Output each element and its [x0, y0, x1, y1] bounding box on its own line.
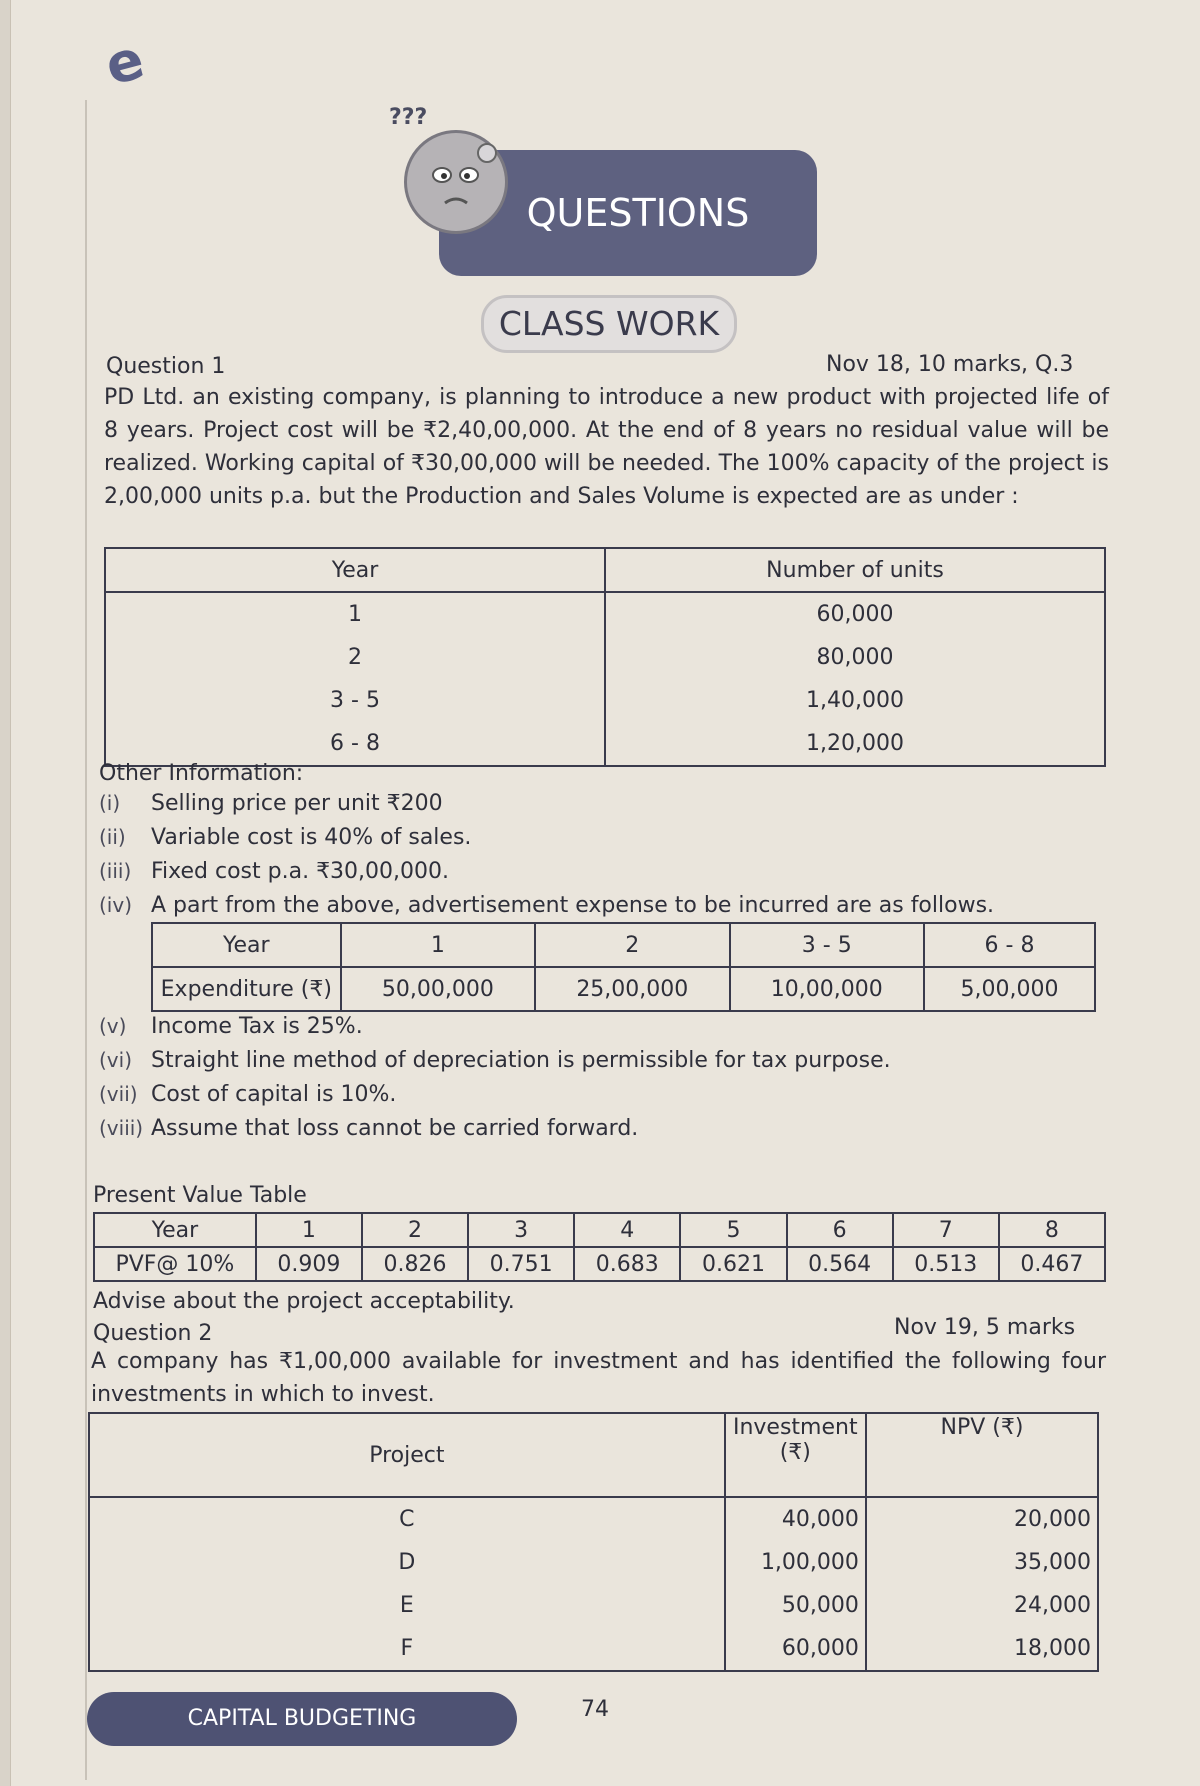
question-2-text: A company has ₹1,00,000 available for investment and has identified the following four investments in which to invest.: [91, 1349, 1106, 1407]
pv-table-title: Present Value Table: [93, 1183, 307, 1208]
question-1-label: Question 1: [106, 354, 226, 379]
header-units: Number of units: [605, 548, 1105, 592]
publisher-logo: e: [98, 27, 151, 98]
list-item: (ii) Variable cost is 40% of sales.: [99, 825, 472, 850]
list-item: (iv) A part from the above, advertisement expense to be incurred are as follows.: [99, 893, 995, 918]
question-1-ref: Nov 18, 10 marks, Q.3: [826, 352, 1074, 377]
questions-banner: QUESTIONS: [439, 150, 817, 276]
table-row: PVF@ 10% 0.909 0.826 0.751 0.683 0.621 0.564 0.513 0.467: [94, 1247, 1105, 1281]
table-row: E 50,000 24,000: [89, 1584, 1098, 1627]
list-item: (v) Income Tax is 25%.: [99, 1014, 363, 1039]
book-page: [10, 0, 1200, 1786]
margin-line: [85, 100, 87, 1780]
page-number: 74: [581, 1697, 609, 1722]
chapter-footer: CAPITAL BUDGETING: [87, 1692, 517, 1746]
advertisement-table: Year 1 2 3 - 5 6 - 8 Expenditure (₹) 50,00,000 25,00,000 10,00,000 5,00,000: [151, 922, 1096, 1012]
question-2-ref: Nov 19, 5 marks: [894, 1315, 1076, 1340]
question-1-text: PD Ltd. an existing company, is planning to introduce a new product with projected life of 8 years. Project cost will be ₹2,40,00,000. At the end of 8 years no residual value will be realized. Working capital of ₹30,00,000 will be needed. The 100% capacity of the project is 2,00,000 units p.a. but the Production and Sales Volume is expected are as under :: [104, 385, 1109, 509]
table-row: 1 60,000: [105, 592, 1105, 636]
table-row: D 1,00,000 35,000: [89, 1541, 1098, 1584]
investment-table: Project Investment (₹) NPV (₹) C 40,000 20,000 D 1,00,000 35,000 E 50,000 24,000 F 60,000 18,000: [88, 1412, 1099, 1672]
list-item: (iii) Fixed cost p.a. ₹30,00,000.: [99, 859, 450, 884]
table-row: 3 - 5 1,40,000: [105, 679, 1105, 722]
question-marks: ???: [389, 105, 428, 130]
list-item: (i) Selling price per unit ₹200: [99, 791, 443, 816]
thinking-face-icon: [404, 130, 508, 234]
units-table: [104, 547, 1106, 767]
header-year: Year: [105, 548, 605, 592]
table-row: C 40,000 20,000: [89, 1497, 1098, 1541]
present-value-table: Year 1 2 3 4 5 6 7 8 PVF@ 10% 0.909 0.826 0.751 0.683 0.621 0.564 0.513 0.467: [93, 1212, 1106, 1282]
table-row: Expenditure (₹) 50,00,000 25,00,000 10,00,000 5,00,000: [152, 967, 1095, 1011]
list-item: (vii) Cost of capital is 10%.: [99, 1082, 397, 1107]
advise-text: Advise about the project acceptability.: [93, 1289, 515, 1314]
question-2-label: Question 2: [93, 1321, 213, 1346]
other-info-heading: Other Information:: [99, 761, 304, 786]
table-row: 2 80,000: [105, 636, 1105, 679]
list-item: (viii) Assume that loss cannot be carried forward.: [99, 1116, 639, 1141]
class-work-label: CLASS WORK: [481, 295, 737, 353]
table-row: F 60,000 18,000: [89, 1627, 1098, 1671]
list-item: (vi) Straight line method of depreciation is permissible for tax purpose.: [99, 1048, 891, 1073]
table-row: 6 - 8 1,20,000: [105, 722, 1105, 766]
